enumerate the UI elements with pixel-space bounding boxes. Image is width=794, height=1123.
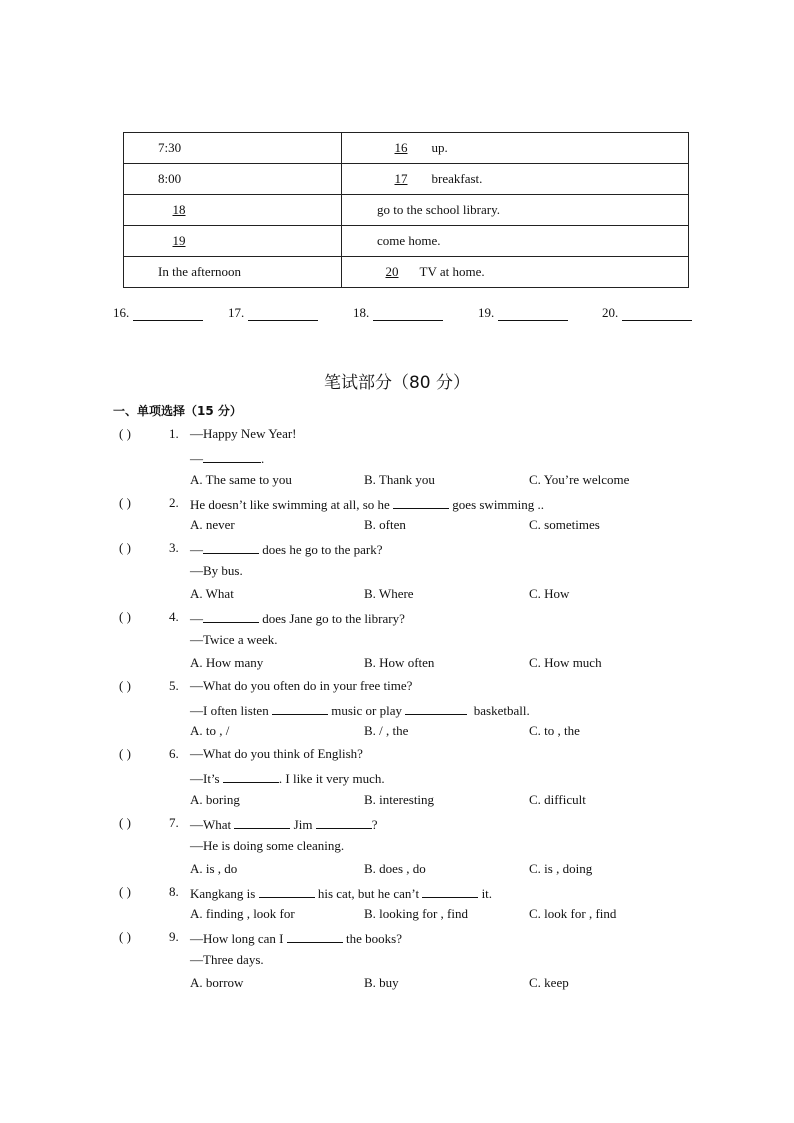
option-b[interactable]: B. does , do [364, 861, 426, 876]
answer-paren[interactable]: ( ) [119, 929, 131, 944]
question-text: —By bus. [190, 563, 243, 578]
question-number: 7. [169, 815, 179, 830]
option-c[interactable]: C. difficult [529, 792, 586, 807]
option-c[interactable]: C. How much [529, 655, 602, 670]
answer-paren[interactable]: ( ) [119, 609, 131, 624]
schedule-table [123, 132, 689, 288]
option-b[interactable]: B. How often [364, 655, 435, 670]
question-text: —He is doing some cleaning. [190, 838, 345, 853]
answer-paren[interactable]: ( ) [119, 815, 131, 830]
blank-number: 16 [394, 140, 408, 155]
option-c[interactable]: C. is , doing [529, 861, 593, 876]
table-row [124, 133, 689, 164]
activity-text: TV at home. [419, 264, 485, 279]
question-text: —What Jim ? [190, 817, 378, 832]
option-a[interactable]: A. to , / [190, 723, 230, 738]
question-text: — . [190, 451, 265, 466]
option-a[interactable]: A. boring [190, 792, 240, 807]
table-row [124, 257, 689, 288]
question-text: —Twice a week. [190, 632, 278, 647]
answer-line[interactable] [622, 306, 692, 321]
option-b[interactable]: B. Thank you [364, 472, 435, 487]
question-text: —What do you often do in your free time? [190, 678, 413, 693]
time-cell [124, 226, 342, 257]
question-number: 6. [169, 746, 179, 761]
activity-cell [342, 164, 689, 195]
question-text: Kangkang is his cat, but he can’t it. [190, 886, 493, 901]
answer-line[interactable] [498, 306, 568, 321]
table-row [124, 226, 689, 257]
answer-line[interactable] [373, 306, 443, 321]
activity-cell: come home. [342, 226, 689, 257]
option-a[interactable]: A. finding , look for [190, 906, 295, 921]
answer-19[interactable]: 19. [478, 305, 568, 321]
answer-18[interactable]: 18. [353, 305, 443, 321]
answer-16[interactable]: 16. [113, 305, 203, 321]
option-c[interactable]: C. keep [529, 975, 569, 990]
answer-17[interactable]: 17. [228, 305, 318, 321]
blank-number: 20 [385, 264, 399, 279]
section-heading: 一、单项选择（15 分） [113, 404, 242, 418]
activity-text: up. [431, 140, 448, 155]
question-text: — does Jane go to the library? [190, 611, 405, 626]
question-text: —How long can I the books? [190, 931, 402, 946]
option-b[interactable]: B. looking for , find [364, 906, 468, 921]
blank-number: 18 [172, 202, 186, 217]
question-number: 5. [169, 678, 179, 693]
option-b[interactable]: B. interesting [364, 792, 435, 807]
time-cell: 7:30 [124, 133, 342, 164]
option-c[interactable]: C. to , the [529, 723, 580, 738]
option-a[interactable]: A. How many [190, 655, 264, 670]
question-text: —It’s . I like it very much. [190, 771, 385, 786]
option-a[interactable]: A. never [190, 517, 235, 532]
option-b[interactable]: B. often [364, 517, 406, 532]
answer-line[interactable] [248, 306, 318, 321]
answer-paren[interactable]: ( ) [119, 678, 131, 693]
option-b[interactable]: B. Where [364, 586, 414, 601]
question-number: 9. [169, 929, 179, 944]
question-number: 3. [169, 540, 179, 555]
blank-number: 19 [172, 233, 186, 248]
option-c[interactable]: C. sometimes [529, 517, 600, 532]
option-a[interactable]: A. borrow [190, 975, 244, 990]
blank-number: 17 [394, 171, 408, 186]
table-row [124, 195, 689, 226]
question-number: 8. [169, 884, 179, 899]
option-c[interactable]: C. How [529, 586, 570, 601]
activity-cell [342, 257, 689, 288]
time-cell: In the afternoon [124, 257, 342, 288]
answer-line[interactable] [133, 306, 203, 321]
answer-paren[interactable]: ( ) [119, 426, 131, 441]
question-text: —Happy New Year! [190, 426, 297, 441]
option-c[interactable]: C. You’re welcome [529, 472, 630, 487]
option-c[interactable]: C. look for , find [529, 906, 617, 921]
question-text: — does he go to the park? [190, 542, 383, 557]
question-number: 1. [169, 426, 179, 441]
activity-cell: go to the school library. [342, 195, 689, 226]
activity-cell [342, 133, 689, 164]
time-cell: 8:00 [124, 164, 342, 195]
question-number: 4. [169, 609, 179, 624]
option-b[interactable]: B. buy [364, 975, 399, 990]
option-b[interactable]: B. / , the [364, 723, 409, 738]
answer-20[interactable]: 20. [602, 305, 692, 321]
activity-text: breakfast. [431, 171, 483, 186]
question-text: —Three days. [190, 952, 264, 967]
option-a[interactable]: A. The same to you [190, 472, 292, 487]
question-text: He doesn’t like swimming at all, so he goes swimming .. [190, 497, 545, 512]
table-row [124, 164, 689, 195]
answer-paren[interactable]: ( ) [119, 540, 131, 555]
question-number: 2. [169, 495, 179, 510]
answer-paren[interactable]: ( ) [119, 884, 131, 899]
question-text: —I often listen music or play basketball. [190, 703, 530, 718]
time-cell [124, 195, 342, 226]
answer-paren[interactable]: ( ) [119, 746, 131, 761]
page-title: 笔试部分（80 分） [323, 373, 471, 393]
option-a[interactable]: A. is , do [190, 861, 238, 876]
option-a[interactable]: A. What [190, 586, 234, 601]
question-text: —What do you think of English? [190, 746, 363, 761]
answer-paren[interactable]: ( ) [119, 495, 131, 510]
